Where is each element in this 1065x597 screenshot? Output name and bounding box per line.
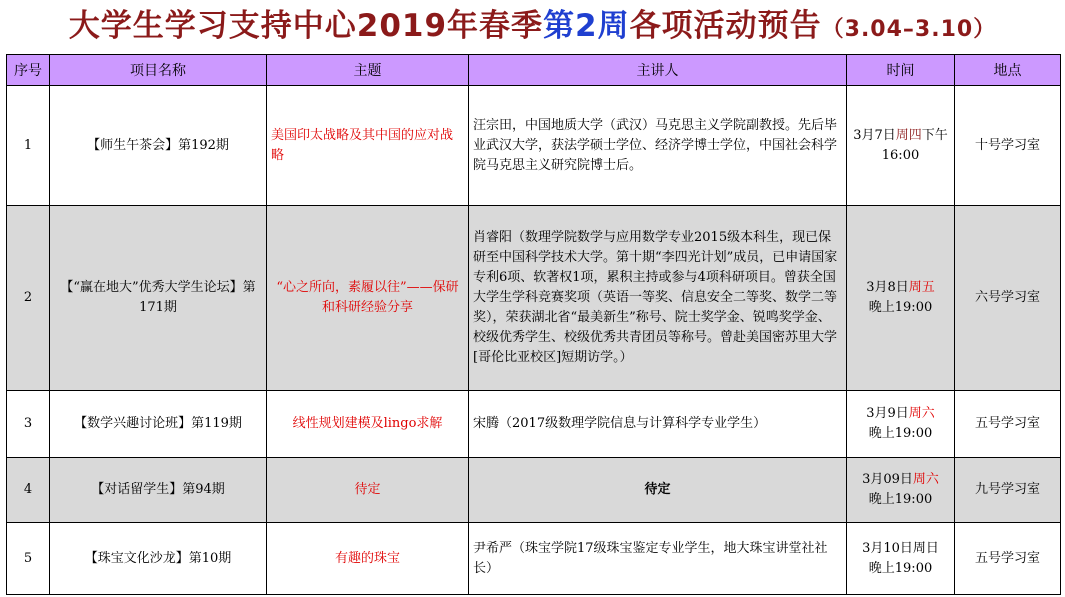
time-weekday: 周四 <box>895 127 922 143</box>
time-hour: 晚上19:00 <box>868 492 933 507</box>
row-time <box>847 86 955 206</box>
row-no: 1 <box>7 86 50 206</box>
time-hour: 下午16:00 <box>881 127 948 163</box>
table-row <box>7 458 1061 523</box>
row-project: 【师生午茶会】第192期 <box>50 86 267 206</box>
row-project: 【珠宝文化沙龙】第10期 <box>50 523 267 595</box>
time-weekday: 周六 <box>908 406 935 421</box>
table-row <box>7 523 1061 595</box>
row-project: 【数学兴趣讨论班】第119期 <box>50 391 267 458</box>
row-speaker: 汪宗田，中国地质大学（武汉）马克思主义学院副教授。先后毕业武汉大学，获法学硕士学位、经济学博士学位，中国社会科学院马克思主义研究院博士后。 <box>469 86 847 206</box>
title-main: 大学生学习支持中心2019年春季 <box>68 8 544 44</box>
title-suffix: 各项活动预告 <box>629 8 822 44</box>
row-place: 十号学习室 <box>955 86 1061 206</box>
time-date: 3月9日 <box>866 406 909 421</box>
table-row <box>7 86 1061 206</box>
page-title <box>0 0 1065 52</box>
row-place: 九号学习室 <box>955 458 1061 523</box>
row-place: 五号学习室 <box>955 523 1061 595</box>
row-topic: 有趣的珠宝 <box>267 523 469 595</box>
header-topic: 主题 <box>267 55 469 86</box>
row-topic: 美国印太战略及其中国的应对战略 <box>267 86 469 206</box>
row-no: 2 <box>7 206 50 391</box>
activity-table <box>6 54 1061 595</box>
row-speaker: 待定 <box>469 458 847 523</box>
row-time <box>847 523 955 595</box>
time-weekday: 周六 <box>912 472 939 487</box>
row-place: 五号学习室 <box>955 391 1061 458</box>
row-time <box>847 206 955 391</box>
row-time <box>847 458 955 523</box>
row-project: 【“赢在地大”优秀大学生论坛】第171期 <box>50 206 267 391</box>
header-no: 序号 <box>7 55 50 86</box>
header-time: 时间 <box>847 55 955 86</box>
time-weekday: 周日 <box>912 540 939 556</box>
row-project: 【对话留学生】第94期 <box>50 458 267 523</box>
time-date: 3月8日 <box>866 280 909 295</box>
row-no: 5 <box>7 523 50 595</box>
row-no: 3 <box>7 391 50 458</box>
row-speaker: 尹希严（珠宝学院17级珠宝鉴定专业学生，地大珠宝讲堂社社长） <box>469 523 847 595</box>
table-row <box>7 391 1061 458</box>
time-date: 3月7日 <box>853 127 896 143</box>
header-speaker: 主讲人 <box>469 55 847 86</box>
table-row <box>7 206 1061 391</box>
time-weekday: 周五 <box>908 280 935 295</box>
title-week: 第2周 <box>543 8 630 44</box>
time-hour: 晚上19:00 <box>868 300 933 315</box>
title-dates: （3.04–3.10） <box>821 17 997 42</box>
row-time <box>847 391 955 458</box>
row-place: 六号学习室 <box>955 206 1061 391</box>
row-topic: 待定 <box>267 458 469 523</box>
row-speaker: 肖睿阳（数理学院数学与应用数学专业2015级本科生，现已保研至中国科学技术大学。第十期“李四光计划”成员，已申请国家专利6项、软著权1项，累积主持或参与4项科研项目。曾获全国大学生学科竞赛奖项（英语一等奖、信息安全二等奖、数学二等奖），荣获湖北省“最美新生”称号、院士奖学金、锐鸣奖学金、校级优秀学生、校级优秀共青团员等称号。曾赴美国密苏里大学[哥伦比亚校区]短期访学。） <box>469 206 847 391</box>
header-place: 地点 <box>955 55 1061 86</box>
row-no: 4 <box>7 458 50 523</box>
time-date: 3月10日 <box>862 540 913 556</box>
row-topic: “心之所向，素履以往”——保研和科研经验分享 <box>267 206 469 391</box>
time-date: 3月09日 <box>862 472 913 487</box>
time-hour: 晚上19:00 <box>868 560 933 576</box>
table-header-row <box>7 55 1061 86</box>
header-project: 项目名称 <box>50 55 267 86</box>
time-hour: 晚上19:00 <box>868 426 933 441</box>
row-speaker: 宋腾（2017级数理学院信息与计算科学专业学生） <box>469 391 847 458</box>
row-topic: 线性规划建模及lingo求解 <box>267 391 469 458</box>
